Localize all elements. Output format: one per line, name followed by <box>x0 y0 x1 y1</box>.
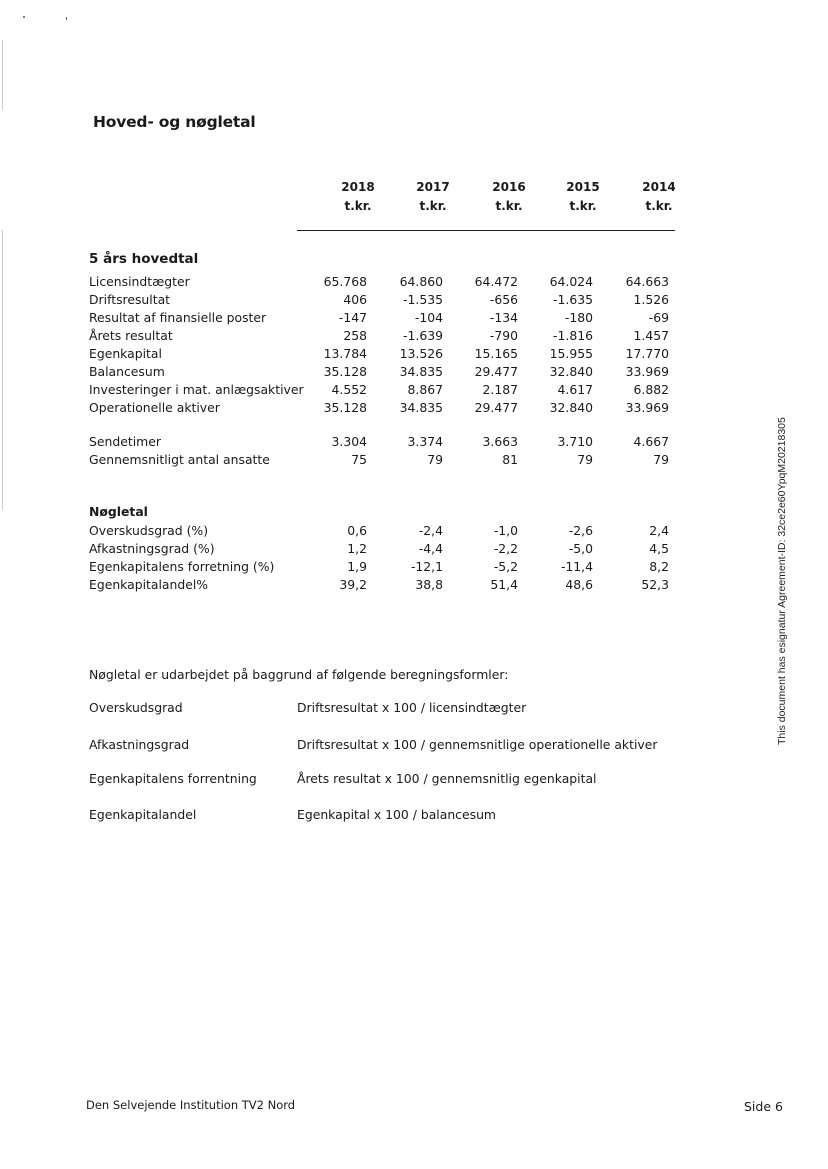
year-header <box>469 178 549 216</box>
row-value: -1.816 <box>553 328 593 343</box>
table-row <box>0 433 828 451</box>
row-value: 6.882 <box>633 382 669 397</box>
row-value: -790 <box>489 328 518 343</box>
header-rule <box>297 230 675 231</box>
row-label: Gennemsnitligt antal ansatte <box>89 452 270 467</box>
year-label: 2016 <box>492 180 526 194</box>
footer-page-number: Side 6 <box>744 1099 783 1114</box>
section-title-hovedtal: 5 års hovedtal <box>89 251 199 267</box>
table-row <box>0 327 828 345</box>
formula-name: Egenkapitalandel <box>89 807 197 822</box>
row-value: -11,4 <box>560 559 593 574</box>
row-label: Investeringer i mat. anlægsaktiver <box>89 382 304 397</box>
row-label: Licensindtægter <box>89 274 190 289</box>
row-label: Egenkapitalens forretning (%) <box>89 559 275 574</box>
row-value: 13.526 <box>399 346 443 361</box>
row-value: -656 <box>489 292 518 307</box>
scan-speck <box>66 17 67 20</box>
row-value: -12,1 <box>410 559 443 574</box>
row-value: 8.867 <box>407 382 443 397</box>
row-label: Operationelle aktiver <box>89 400 220 415</box>
row-value: 3.710 <box>557 434 593 449</box>
year-header <box>393 178 473 216</box>
row-value: 17.770 <box>625 346 669 361</box>
row-value: 38,8 <box>415 577 443 592</box>
row-value: 34.835 <box>399 400 443 415</box>
row-value: -2,4 <box>418 523 443 538</box>
table-row <box>0 345 828 363</box>
year-header <box>543 178 623 216</box>
formulas-intro: Nøgletal er udarbejdet på baggrund af følgende beregningsformler: <box>89 667 509 682</box>
row-value: 2.187 <box>482 382 518 397</box>
row-value: -180 <box>564 310 593 325</box>
scan-edge-line <box>2 40 3 110</box>
row-value: 48,6 <box>565 577 593 592</box>
row-value: 64.663 <box>625 274 669 289</box>
table-row <box>0 291 828 309</box>
row-value: 1.457 <box>633 328 669 343</box>
formula-expression: Driftsresultat x 100 / gennemsnitlige operationelle aktiver <box>297 737 658 752</box>
row-value: 64.472 <box>474 274 518 289</box>
row-value: 34.835 <box>399 364 443 379</box>
row-value: -4,4 <box>418 541 443 556</box>
row-value: 8,2 <box>649 559 669 574</box>
table-row <box>0 522 828 540</box>
year-label: 2018 <box>341 180 375 194</box>
row-value: 64.860 <box>399 274 443 289</box>
formula-name: Afkastningsgrad <box>89 737 190 752</box>
row-value: 32.840 <box>549 400 593 415</box>
row-value: 39,2 <box>339 577 367 592</box>
unit-label: t.kr. <box>495 199 523 213</box>
row-value: 33.969 <box>625 400 669 415</box>
row-value: 1,9 <box>347 559 367 574</box>
row-label: Resultat af finansielle poster <box>89 310 267 325</box>
section-title-noegletal: Nøgletal <box>89 504 148 519</box>
row-value: 3.304 <box>331 434 367 449</box>
row-value: 65.768 <box>323 274 367 289</box>
row-value: 258 <box>343 328 367 343</box>
table-row <box>0 309 828 327</box>
row-value: 79 <box>653 452 669 467</box>
unit-label: t.kr. <box>344 199 372 213</box>
row-value: 406 <box>343 292 367 307</box>
row-value: 51,4 <box>490 577 518 592</box>
row-value: 32.840 <box>549 364 593 379</box>
row-value: 1.526 <box>633 292 669 307</box>
row-value: -69 <box>648 310 669 325</box>
row-value: 29.477 <box>474 400 518 415</box>
year-label: 2015 <box>566 180 600 194</box>
formula-name: Egenkapitalens forrentning <box>89 771 257 786</box>
row-value: 4.617 <box>557 382 593 397</box>
row-value: -1.635 <box>553 292 593 307</box>
row-value: 3.663 <box>482 434 518 449</box>
row-label: Balancesum <box>89 364 165 379</box>
row-value: 52,3 <box>641 577 669 592</box>
table-row <box>0 576 828 594</box>
unit-label: t.kr. <box>419 199 447 213</box>
row-value: -134 <box>489 310 518 325</box>
row-value: 33.969 <box>625 364 669 379</box>
table-row <box>0 381 828 399</box>
row-label: Sendetimer <box>89 434 161 449</box>
row-value: 15.165 <box>474 346 518 361</box>
row-value: 35.128 <box>323 364 367 379</box>
table-row <box>0 363 828 381</box>
row-value: -2,6 <box>568 523 593 538</box>
row-value: 79 <box>577 452 593 467</box>
row-label: Driftsresultat <box>89 292 171 307</box>
row-label: Afkastningsgrad (%) <box>89 541 215 556</box>
row-value: 1,2 <box>347 541 367 556</box>
row-value: 4,5 <box>649 541 669 556</box>
row-value: -147 <box>338 310 367 325</box>
table-row <box>0 273 828 291</box>
row-label: Årets resultat <box>89 328 173 343</box>
row-value: 4.667 <box>633 434 669 449</box>
row-value: 64.024 <box>549 274 593 289</box>
row-label: Egenkapitalandel% <box>89 577 209 592</box>
page-title: Hoved- og nøgletal <box>93 113 256 131</box>
row-value: 75 <box>351 452 367 467</box>
formula-expression: Egenkapital x 100 / balancesum <box>297 807 496 822</box>
table-row <box>0 399 828 417</box>
formula-expression: Årets resultat x 100 / gennemsnitlig egenkapital <box>297 771 597 786</box>
row-value: 15.955 <box>549 346 593 361</box>
row-label: Overskudsgrad (%) <box>89 523 209 538</box>
unit-label: t.kr. <box>645 199 673 213</box>
table-row <box>0 558 828 576</box>
row-value: 79 <box>427 452 443 467</box>
table-row <box>0 540 828 558</box>
row-value: -1.639 <box>403 328 443 343</box>
year-label: 2014 <box>642 180 676 194</box>
row-value: 81 <box>502 452 518 467</box>
row-value: 4.552 <box>331 382 367 397</box>
row-value: 13.784 <box>323 346 367 361</box>
row-value: -104 <box>414 310 443 325</box>
table-row <box>0 451 828 469</box>
row-value: -5,0 <box>568 541 593 556</box>
esignatur-note: This document has esignatur Agreement-ID: 32ce2e60YpqM20218305 <box>776 417 788 745</box>
year-header <box>318 178 398 216</box>
formula-name: Overskudsgrad <box>89 700 183 715</box>
row-value: 2,4 <box>649 523 669 538</box>
row-value: -2,2 <box>493 541 518 556</box>
row-value: 29.477 <box>474 364 518 379</box>
row-value: -1,0 <box>493 523 518 538</box>
row-value: -1.535 <box>403 292 443 307</box>
row-value: 3.374 <box>407 434 443 449</box>
formula-expression: Driftsresultat x 100 / licensindtægter <box>297 700 527 715</box>
row-value: 35.128 <box>323 400 367 415</box>
footer-organization: Den Selvejende Institution TV2 Nord <box>86 1098 296 1112</box>
row-value: 0,6 <box>347 523 367 538</box>
row-label: Egenkapital <box>89 346 162 361</box>
row-value: -5,2 <box>493 559 518 574</box>
unit-label: t.kr. <box>569 199 597 213</box>
year-header <box>619 178 699 216</box>
scan-speck <box>23 16 25 18</box>
year-label: 2017 <box>416 180 450 194</box>
